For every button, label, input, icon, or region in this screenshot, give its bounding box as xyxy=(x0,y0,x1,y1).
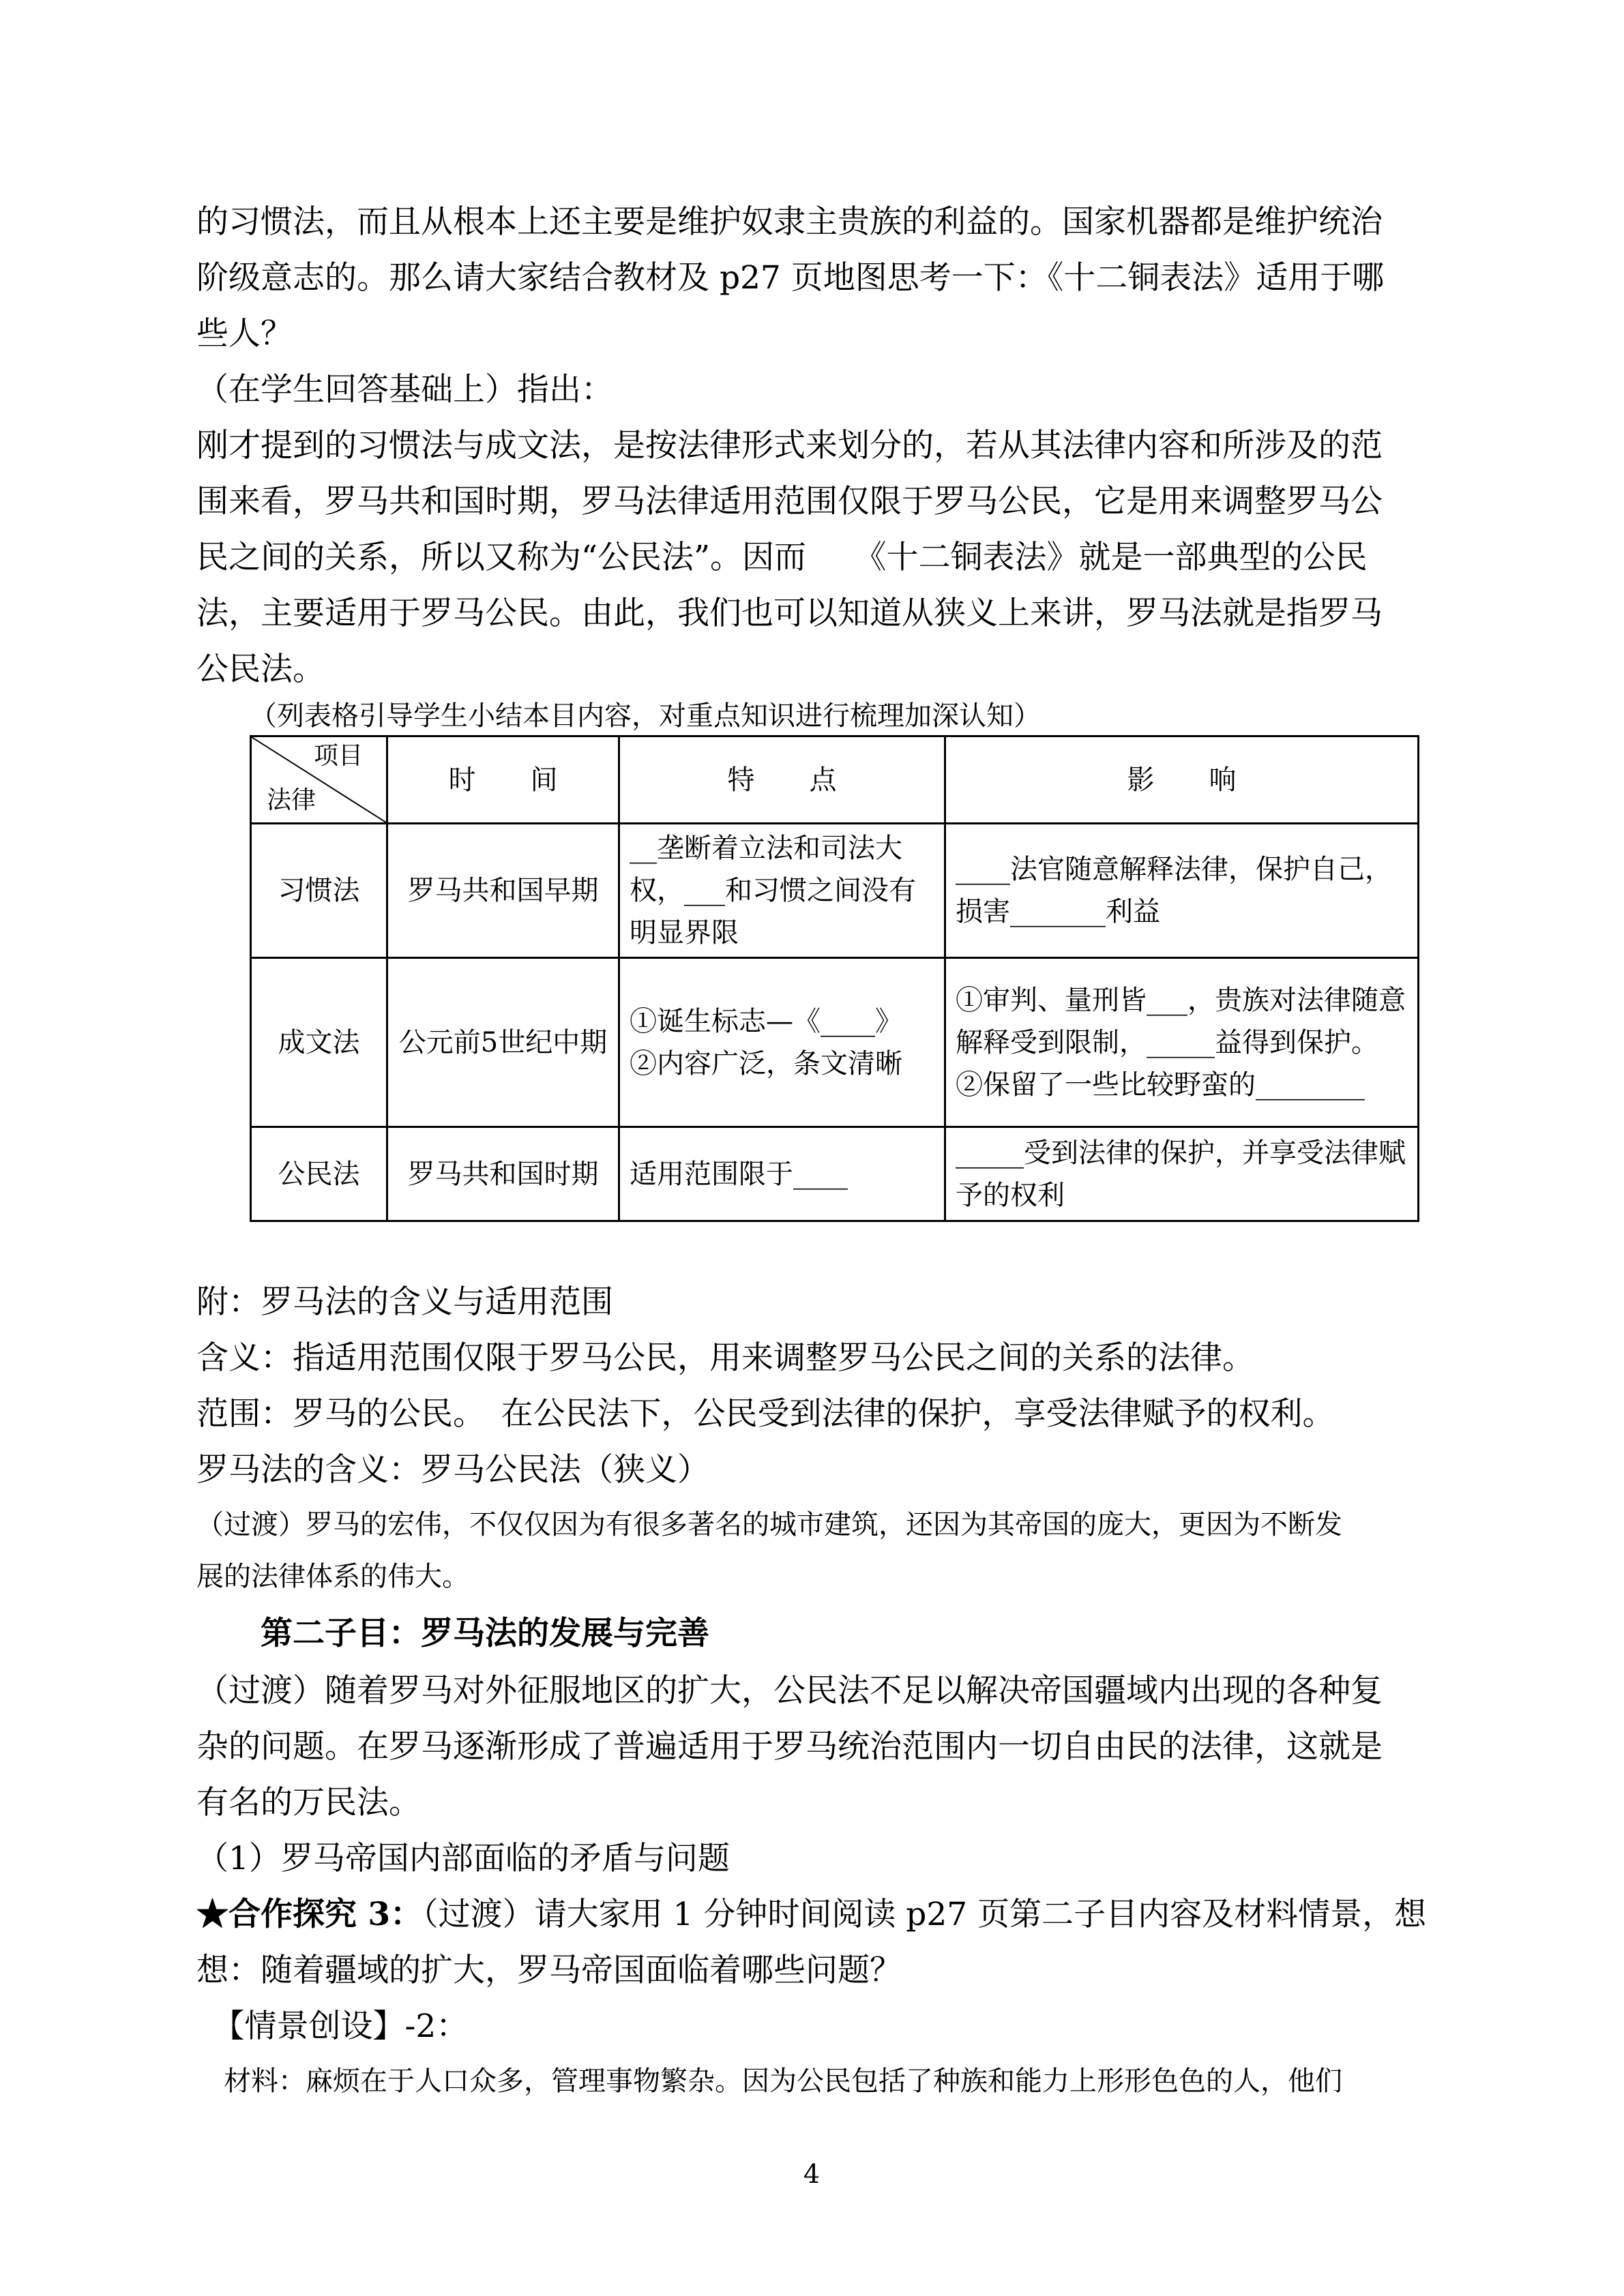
row-feature xyxy=(619,958,945,1127)
cooperative-label: ★合作探究 3： xyxy=(196,1896,423,1933)
row-impact xyxy=(945,958,1419,1127)
row-time: 罗马共和国早期 xyxy=(387,824,619,958)
paragraph-line: 的习惯法，而且从根本上还主要是维护奴隶主贵族的利益的。国家机器都是维护统治 xyxy=(196,203,1383,241)
corner-header-cell xyxy=(251,736,387,824)
row-name: 成文法 xyxy=(251,958,387,1127)
appendix-meaning: 含义：指适用范围仅限于罗马公民，用来调整罗马公民之间的关系的法律。 xyxy=(196,1339,1254,1377)
row-name: 习惯法 xyxy=(251,824,387,958)
feature-line: ①诞生标志—《____》 xyxy=(630,1005,902,1037)
row-feature: 适用范围限于____ xyxy=(619,1127,945,1221)
paragraph-line: （在学生回答基础上）指出： xyxy=(196,371,613,408)
point-heading: （1）罗马帝国内部面临的矛盾与问题 xyxy=(196,1840,730,1877)
corner-label-item: 项目 xyxy=(313,742,363,770)
summary-table xyxy=(250,735,1419,1222)
section-heading: 第二子目：罗马法的发展与完善 xyxy=(196,1615,709,1652)
paragraph-line: 民之间的关系，所以又称为“公民法”。因而 《十二铜表法》就是一部典型的公民 xyxy=(196,539,1368,576)
table-row xyxy=(251,1127,1419,1221)
transition-line: （过渡）随着罗马对外征服地区的扩大，公民法不足以解决帝国疆域内出现的各种复 xyxy=(196,1672,1383,1710)
table-row xyxy=(251,958,1419,1127)
cooperative-inquiry xyxy=(196,1894,1431,1935)
paragraph-line: 阶级意志的。那么请大家结合教材及 p27 页地图思考一下：《十二铜表法》适用于哪 xyxy=(196,259,1385,297)
row-feature: __垄断着立法和司法大权，___和习惯之间没有明显界限 xyxy=(619,824,945,958)
transition-line: 展的法律体系的伟大。 xyxy=(196,1561,469,1592)
paragraph-line: 法，主要适用于罗马公民。由此，我们也可以知道从狭义上来讲，罗马法就是指罗马 xyxy=(196,595,1383,632)
row-time: 公元前5世纪中期 xyxy=(387,958,619,1127)
row-impact: ____法官随意解释法律，保护自己，损害_______利益 xyxy=(945,824,1419,958)
scenario-heading: 【情景创设】-2： xyxy=(196,2008,469,2045)
appendix-definition: 罗马法的含义：罗马公民法（狭义） xyxy=(196,1451,709,1489)
row-impact: _____受到法律的保护，并享受法律赋予的权利 xyxy=(945,1127,1419,1221)
impact-line: ②保留了一些比较野蛮的________ xyxy=(956,1069,1365,1101)
feature-line: ②内容广泛，条文清晰 xyxy=(630,1047,902,1079)
header-time: 时 间 xyxy=(387,736,619,824)
paragraph-line: 围来看，罗马共和国时期，罗马法律适用范围仅限于罗马公民，它是用来调整罗马公 xyxy=(196,483,1383,520)
table-row xyxy=(251,824,1419,958)
cooperative-text: （过渡）请大家用 1 分钟时间阅读 p27 页第二子目内容及材料情景，想 xyxy=(422,1896,1427,1933)
header-feature: 特 点 xyxy=(619,736,945,824)
transition-line: （过渡）罗马的宏伟，不仅仅因为有很多著名的城市建筑，还因为其帝国的庞大，更因为不断发 xyxy=(196,1509,1342,1540)
paragraph-line: 刚才提到的习惯法与成文法，是按法律形式来划分的，若从其法律内容和所涉及的范 xyxy=(196,427,1383,464)
row-time: 罗马共和国时期 xyxy=(387,1127,619,1221)
table-header-row xyxy=(251,736,1419,824)
impact-line: ①审判、量刑皆___，贵族对法律随意解释受到限制，_____益得到保护。 xyxy=(956,984,1406,1058)
paragraph-line: 些人？ xyxy=(196,315,293,353)
page-number: 4 xyxy=(803,2159,821,2189)
transition-line: 有名的万民法。 xyxy=(196,1784,421,1821)
appendix-scope: 范围：罗马的公民。 在公民法下，公民受到法律的保护，享受法律赋予的权利。 xyxy=(196,1395,1335,1433)
corner-label-law: 法律 xyxy=(267,786,316,814)
paragraph-line: 公民法。 xyxy=(196,651,325,688)
table-intro: （列表格引导学生小结本目内容，对重点知识进行梳理加深认知） xyxy=(250,700,1041,732)
appendix-title: 附：罗马法的含义与适用范围 xyxy=(196,1283,613,1321)
cooperative-text: 想：随着疆域的扩大，罗马帝国面临着哪些问题？ xyxy=(196,1952,902,1989)
header-impact: 影 响 xyxy=(945,736,1419,824)
row-name: 公民法 xyxy=(251,1127,387,1221)
material-text: 材料：麻烦在于人口众多，管理事物繁杂。因为公民包括了种族和能力上形形色色的人，他们 xyxy=(196,2066,1342,2097)
transition-line: 杂的问题。在罗马逐渐形成了普遍适用于罗马统治范围内一切自由民的法律，这就是 xyxy=(196,1728,1383,1765)
